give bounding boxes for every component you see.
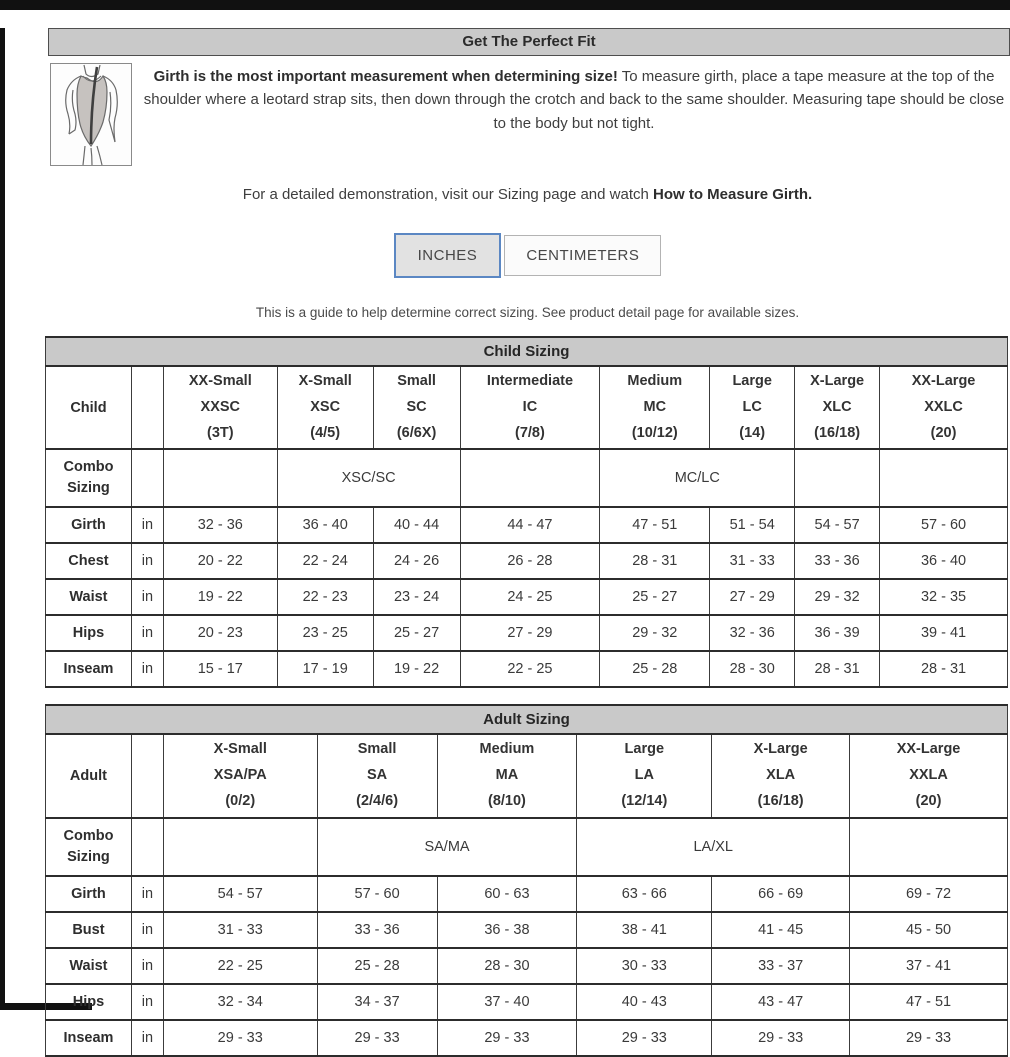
- value-cell: 19 - 22: [373, 651, 460, 687]
- demo-note: [45, 186, 1010, 203]
- size-header-cell: XX-Large XXLC (20): [880, 366, 1008, 449]
- measurement-label-cell: Hips: [46, 984, 132, 1020]
- page-title: Get The Perfect Fit: [48, 28, 1010, 56]
- unit-toggle: [45, 233, 1010, 278]
- value-cell: 28 - 31: [795, 651, 880, 687]
- value-cell: 36 - 38: [437, 912, 577, 948]
- value-cell: 54 - 57: [163, 876, 317, 912]
- value-cell: 37 - 40: [437, 984, 577, 1020]
- measurement-row-girth: [46, 507, 1008, 543]
- value-cell: 25 - 27: [373, 615, 460, 651]
- value-cell: 29 - 33: [437, 1020, 577, 1056]
- measurement-row-hips: [46, 615, 1008, 651]
- value-cell: 66 - 69: [712, 876, 850, 912]
- left-border-strip: [0, 28, 5, 1003]
- size-header-cell: Large LC (14): [710, 366, 795, 449]
- top-border-strip: [0, 0, 1010, 10]
- combo-cell: MC/LC: [600, 449, 795, 507]
- combo-label-cell: Combo Sizing: [46, 818, 132, 876]
- value-cell: 69 - 72: [850, 876, 1008, 912]
- unit-cell: in: [131, 948, 163, 984]
- unit-cell: in: [131, 579, 163, 615]
- combo-cell: SA/MA: [317, 818, 577, 876]
- measurement-row-inseam: [46, 1020, 1008, 1056]
- size-header-cell: X-Large XLC (16/18): [795, 366, 880, 449]
- value-cell: 26 - 28: [460, 543, 600, 579]
- measurement-label-cell: Waist: [46, 579, 132, 615]
- child-sizing-table: [45, 336, 1008, 688]
- value-cell: 27 - 29: [460, 615, 600, 651]
- combo-cell: [850, 818, 1008, 876]
- combo-sizing-row: [46, 818, 1008, 876]
- value-cell: 32 - 36: [163, 507, 277, 543]
- size-header-cell: Medium MC (10/12): [600, 366, 710, 449]
- unit-cell: in: [131, 615, 163, 651]
- size-header-row: [46, 734, 1008, 817]
- value-cell: 29 - 33: [712, 1020, 850, 1056]
- table-title-row: [46, 337, 1008, 366]
- content-area: [45, 10, 1010, 1057]
- measurement-row-hips: [46, 984, 1008, 1020]
- value-cell: 63 - 66: [577, 876, 712, 912]
- value-cell: 54 - 57: [795, 507, 880, 543]
- value-cell: 28 - 30: [437, 948, 577, 984]
- value-cell: 22 - 25: [460, 651, 600, 687]
- size-header-cell: Medium MA (8/10): [437, 734, 577, 817]
- combo-cell: XSC/SC: [277, 449, 460, 507]
- combo-cell: [163, 818, 317, 876]
- centimeters-button[interactable]: CENTIMETERS: [504, 235, 661, 276]
- measurement-label-cell: Inseam: [46, 651, 132, 687]
- value-cell: 51 - 54: [710, 507, 795, 543]
- value-cell: 33 - 36: [795, 543, 880, 579]
- girth-instructions-lead: Girth is the most important measurement when determining size!: [153, 68, 618, 85]
- measurement-row-waist: [46, 579, 1008, 615]
- size-header-cell: X-Large XLA (16/18): [712, 734, 850, 817]
- table-title-row: [46, 705, 1008, 734]
- value-cell: 29 - 32: [600, 615, 710, 651]
- measurement-label-cell: Bust: [46, 912, 132, 948]
- unit-cell: in: [131, 507, 163, 543]
- combo-cell: [163, 449, 277, 507]
- combo-cell: [460, 449, 600, 507]
- adult-sizing-table: [45, 704, 1008, 1056]
- combo-cell: [880, 449, 1008, 507]
- unit-header-cell: [131, 366, 163, 449]
- value-cell: 36 - 40: [277, 507, 373, 543]
- value-cell: 20 - 22: [163, 543, 277, 579]
- value-cell: 33 - 36: [317, 912, 437, 948]
- value-cell: 44 - 47: [460, 507, 600, 543]
- combo-sizing-row: [46, 449, 1008, 507]
- demo-note-bold: How to Measure Girth.: [653, 186, 813, 203]
- value-cell: 24 - 25: [460, 579, 600, 615]
- value-cell: 43 - 47: [712, 984, 850, 1020]
- value-cell: 28 - 30: [710, 651, 795, 687]
- demo-note-text: For a detailed demonstration, visit our Sizing page and watch: [242, 186, 654, 203]
- measurement-row-chest: [46, 543, 1008, 579]
- measurement-row-bust: [46, 912, 1008, 948]
- value-cell: 57 - 60: [317, 876, 437, 912]
- value-cell: 22 - 23: [277, 579, 373, 615]
- value-cell: 29 - 33: [577, 1020, 712, 1056]
- value-cell: 30 - 33: [577, 948, 712, 984]
- value-cell: 45 - 50: [850, 912, 1008, 948]
- value-cell: 47 - 51: [850, 984, 1008, 1020]
- value-cell: 32 - 36: [710, 615, 795, 651]
- value-cell: 28 - 31: [600, 543, 710, 579]
- measurement-label-cell: Waist: [46, 948, 132, 984]
- measurement-label-cell: Girth: [46, 507, 132, 543]
- size-header-cell: X-Small XSC (4/5): [277, 366, 373, 449]
- measurement-label-cell: Girth: [46, 876, 132, 912]
- unit-cell: in: [131, 876, 163, 912]
- value-cell: 40 - 43: [577, 984, 712, 1020]
- size-header-cell: Intermediate IC (7/8): [460, 366, 600, 449]
- value-cell: 38 - 41: [577, 912, 712, 948]
- measurement-label-cell: Hips: [46, 615, 132, 651]
- size-header-row: [46, 366, 1008, 449]
- value-cell: 22 - 24: [277, 543, 373, 579]
- measurement-label-cell: Chest: [46, 543, 132, 579]
- size-header-cell: Large LA (12/14): [577, 734, 712, 817]
- size-header-cell: Small SC (6/6X): [373, 366, 460, 449]
- value-cell: 40 - 44: [373, 507, 460, 543]
- unit-cell: in: [131, 912, 163, 948]
- value-cell: 34 - 37: [317, 984, 437, 1020]
- value-cell: 23 - 25: [277, 615, 373, 651]
- unit-cell: in: [131, 543, 163, 579]
- value-cell: 25 - 28: [600, 651, 710, 687]
- unit-header-cell: [131, 734, 163, 817]
- size-header-cell: Small SA (2/4/6): [317, 734, 437, 817]
- intro-section: [45, 63, 1010, 166]
- inches-button[interactable]: INCHES: [394, 233, 502, 278]
- value-cell: 22 - 25: [163, 948, 317, 984]
- measurement-label-cell: Inseam: [46, 1020, 132, 1056]
- value-cell: 25 - 27: [600, 579, 710, 615]
- size-header-cell: XX-Large XXLA (20): [850, 734, 1008, 817]
- guide-note: This is a guide to help determine correct sizing. See product detail page for available sizes.: [255, 305, 800, 320]
- combo-label-cell: Combo Sizing: [46, 449, 132, 507]
- value-cell: 36 - 39: [795, 615, 880, 651]
- value-cell: 36 - 40: [880, 543, 1008, 579]
- group-label-cell: Adult: [46, 734, 132, 817]
- unit-cell: in: [131, 1020, 163, 1056]
- value-cell: 23 - 24: [373, 579, 460, 615]
- girth-instructions: [142, 65, 1006, 135]
- table-title: Adult Sizing: [46, 705, 1008, 734]
- combo-cell: LA/XL: [577, 818, 850, 876]
- value-cell: 29 - 33: [317, 1020, 437, 1056]
- combo-unit-cell: [131, 818, 163, 876]
- measurement-row-girth: [46, 876, 1008, 912]
- table-title: Child Sizing: [46, 337, 1008, 366]
- unit-cell: in: [131, 651, 163, 687]
- combo-cell: [795, 449, 880, 507]
- value-cell: 37 - 41: [850, 948, 1008, 984]
- leotard-girth-diagram-icon: [50, 63, 132, 166]
- value-cell: 31 - 33: [710, 543, 795, 579]
- unit-cell: in: [131, 984, 163, 1020]
- value-cell: 41 - 45: [712, 912, 850, 948]
- group-label-cell: Child: [46, 366, 132, 449]
- value-cell: 27 - 29: [710, 579, 795, 615]
- size-header-cell: XX-Small XXSC (3T): [163, 366, 277, 449]
- value-cell: 20 - 23: [163, 615, 277, 651]
- value-cell: 29 - 33: [163, 1020, 317, 1056]
- value-cell: 17 - 19: [277, 651, 373, 687]
- measurement-row-inseam: [46, 651, 1008, 687]
- girth-instructions-body: To measure girth, place a tape measure at the top of the shoulder where a leotard strap sits, then down through the crotch and back to the same shoulder. Measuring tape should be close to the body but not tight.: [143, 68, 1005, 132]
- size-header-cell: X-Small XSA/PA (0/2): [163, 734, 317, 817]
- value-cell: 57 - 60: [880, 507, 1008, 543]
- value-cell: 33 - 37: [712, 948, 850, 984]
- measurement-row-waist: [46, 948, 1008, 984]
- value-cell: 29 - 32: [795, 579, 880, 615]
- value-cell: 32 - 34: [163, 984, 317, 1020]
- value-cell: 25 - 28: [317, 948, 437, 984]
- value-cell: 29 - 33: [850, 1020, 1008, 1056]
- value-cell: 19 - 22: [163, 579, 277, 615]
- value-cell: 31 - 33: [163, 912, 317, 948]
- value-cell: 32 - 35: [880, 579, 1008, 615]
- value-cell: 24 - 26: [373, 543, 460, 579]
- value-cell: 60 - 63: [437, 876, 577, 912]
- value-cell: 39 - 41: [880, 615, 1008, 651]
- value-cell: 15 - 17: [163, 651, 277, 687]
- value-cell: 47 - 51: [600, 507, 710, 543]
- combo-unit-cell: [131, 449, 163, 507]
- value-cell: 28 - 31: [880, 651, 1008, 687]
